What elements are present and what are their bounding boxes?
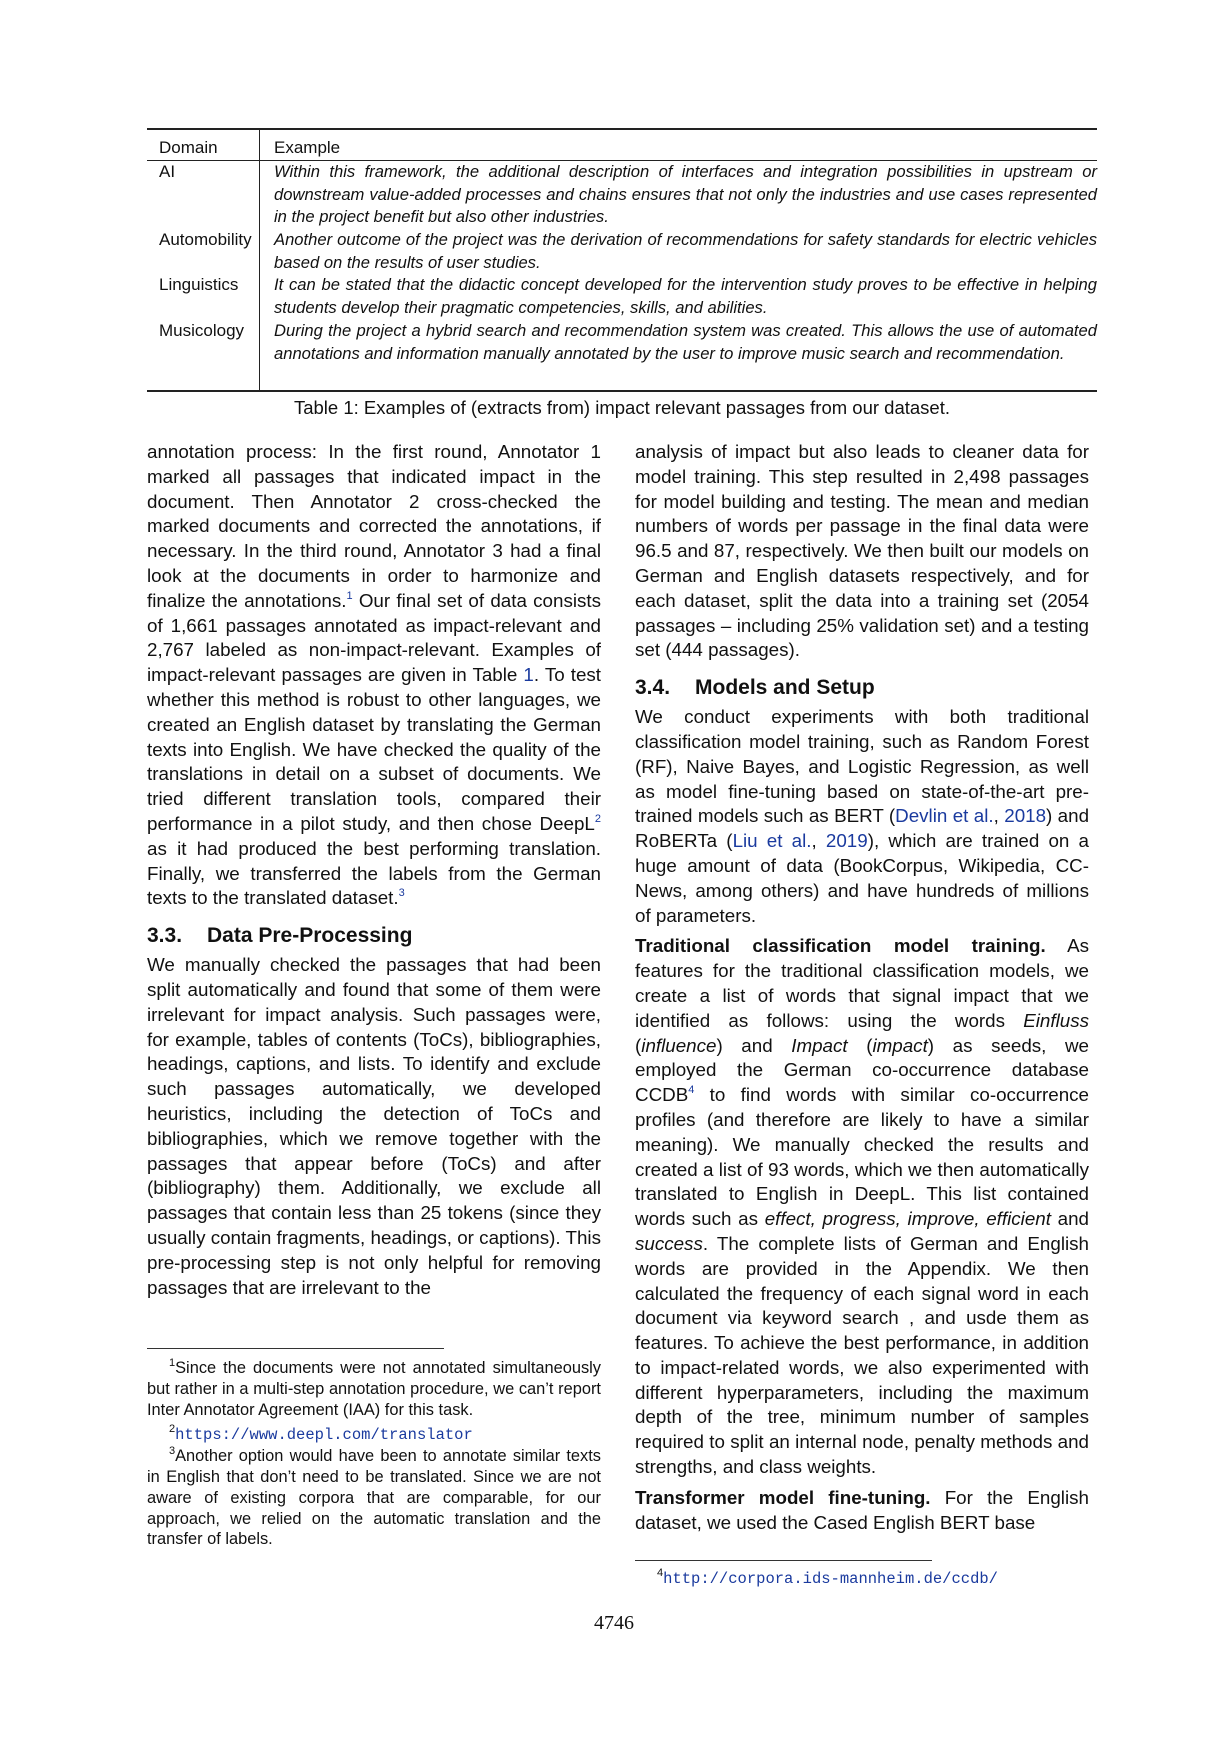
citation-liu-year[interactable]: 2019	[825, 830, 868, 852]
citation-devlin[interactable]: Devlin et al.	[895, 805, 994, 827]
table-column-divider	[259, 128, 260, 390]
table-header-example: Example	[274, 138, 341, 157]
paragraph-annotation-process: annotation process: In the first round, Annotator 1 marked all passages that indicated impact in the document. Then Annotator 2 cross-checked the marked documents and corrected the annotations, if necessary. In the third round, Annotator 3 had a final look at the documents in order to harmonize and finalize the annotations.$^1$ Our final set of data consists of 1,661 passages annotated as impact-relevant and 2,767 labeled as non-impact-relevant. Examples of impact-relevant passages are given in Table 1. To test whether this method is robust to other languages, we created an English dataset by translating the German texts into English. We have checked the quality of the translations in detail on a subset of documents. We tried different translation tools, compared their performance in a pilot study, and then chose DeepL$^2$ as it had produced the best performing translation. Finally, we transferred the labels from the German texts to the translated dataset.$^3$	[147, 441, 602, 909]
table-ref-link[interactable]: 1	[523, 664, 534, 686]
table-row-example: Another outcome of the project was the derivation of recommendations for safety standards for electric vehicles based on the results of user studies.	[274, 230, 1097, 272]
table-caption: Table 1: Examples of (extracts from) impact relevant passages from our dataset.	[293, 397, 950, 418]
table-row-example: It can be stated that the didactic concept developed for the intervention study proves to be effective in helping students develop their pragmatic competencies, skills, and abilities.	[274, 275, 1097, 317]
deepl-url-link[interactable]: https://www.deepl.com/translator	[175, 1426, 473, 1445]
table-row-domain: AI	[159, 162, 176, 181]
footnote-rule-right	[635, 1560, 932, 1561]
footnote-2: $^2$https://www.deepl.com/translator	[169, 1422, 473, 1445]
right-column	[635, 440, 1089, 1535]
footnote-ref-3[interactable]: 3	[398, 887, 405, 900]
table-row-domain: Musicology	[159, 321, 245, 340]
section-heading-3-3: 3.3. Data Pre-Processing	[147, 924, 413, 948]
table-row-domain: Linguistics	[159, 275, 239, 294]
page-number: 4746	[594, 1612, 634, 1634]
ccdb-url-link[interactable]: http://corpora.ids-mannheim.de/ccdb/	[663, 1570, 998, 1588]
paragraph-pre-processing: We manually checked the passages that had been split automatically and found that some of them were irrelevant for impact analysis. Such passages were, for example, tables of contents (ToCs), bibliographies, headings, captions, and lists. To identify and exclude such passages automatically, we developed heuristics, including the detection of ToCs and bibliographies, which we remove together with the passages that appear before (ToCs) and after (bibliography) them. Additionally, we exclude all passages that contain less than 25 tokens (since they usually contain fragments, headings, or captions). This pre-processing step is not only helpful for removing passages that are irrelevant to the	[147, 954, 601, 1298]
citation-devlin-year[interactable]: 2018	[1004, 805, 1047, 827]
table-row-example: Within this framework, the additional description of interfaces and integration possibilities in upstream or downstream value-added processes and chains ensures that not only the industries and use cases represented in the project benefit but also other industries.	[274, 162, 1097, 226]
footnote-1: $^1$Since the documents were not annotated simultaneously but rather in a multi-step annotation procedure, we can’t report Inter Annotator Agreement (IAA) for this task.	[147, 1356, 601, 1419]
paragraph-analysis-continued: analysis of impact but also leads to cleaner data for model training. This step resulted in 2,498 passages for model building and testing. The mean and median numbers of words per passage in the final data were 96.5 and 87, respectively. We then built our models on German and English datasets respectively, and for each dataset, split the data into a training set (2054 passages – including 25% validation set) and a testing set (444 passages).	[635, 441, 1089, 661]
left-column	[147, 440, 601, 1300]
footnote-3: $^3$Another option would have been to annotate similar texts in English that don’t need to be translated. Since we are not aware of existing corpora that are comparable, for our approach, we relied on the automatic translation and the transfer of labels.	[147, 1444, 601, 1549]
footnotes-right	[635, 1568, 1089, 1590]
footnote-4: $^4$http://corpora.ids-mannheim.de/ccdb/	[657, 1566, 998, 1588]
footnotes-left	[147, 1358, 601, 1550]
table-header-domain: Domain	[159, 138, 218, 157]
footnote-ref-1[interactable]: 1	[346, 589, 353, 602]
paragraph-title-traditional: Traditional classification model training.	[635, 935, 1046, 957]
footnote-rule-left	[147, 1348, 444, 1349]
footnote-ref-2[interactable]: 2	[594, 812, 601, 825]
paragraph-traditional-models: Traditional classification model training. As features for the traditional classification models, we create a list of words that signal impact that we identified as follows: using the words Einfluss (influence) and Impact (impact) as seeds, we employed the German co-occurrence database CCDB$^4$ to find words with similar co-occurrence profiles (and therefore are likely to have a similar meaning). We manually checked the results and created a list of 93 words, which we then automatically translated to English in DeepL. This list contained words such as effect, progress, improve, efficient and success. The complete lists of German and English words are provided in the Appendix. We then calculated the frequency of each signal word in each document via keyword search , and usde them as features. To achieve the best performance, in addition to impact-related words, we also experimented with different hyperparameters, including the maximum depth of the tree, minimum number of samples required to split an internal node, penalty methods and strengths, and class weights.	[635, 935, 1090, 1478]
table-bottom-rule	[147, 390, 1097, 392]
table-row-example: During the project a hybrid search and recommendation system was created. This allows the use of automated annotations and information manually annotated by the user to improve music search and recommendation.	[274, 321, 1097, 363]
table-top-rule	[147, 128, 1097, 130]
section-heading-3-4: 3.4. Models and Setup	[635, 676, 875, 700]
paragraph-transformer: Transformer model fine-tuning. For the English dataset, we used the Cased English BERT base	[635, 1486, 1089, 1533]
citation-liu[interactable]: Liu et al.	[732, 830, 812, 852]
paragraph-models-setup: We conduct experiments with both traditional classification model training, such as Random Forest (RF), Naive Bayes, and Logistic Regression, as well as model fine-tuning based on state-of-the-art pre-trained models such as BERT (Devlin et al., 2018) and RoBERTa (Liu et al., 2019), which are trained on a huge amount of data (BookCorpus, Wikipedia, CC-News, among others) and have hundreds of millions of parameters.	[635, 706, 1090, 926]
paragraph-title-transformer: Transformer model fine-tuning.	[635, 1486, 931, 1508]
table-row-domain: Automobility	[159, 230, 252, 249]
footnote-ref-4[interactable]: 4	[688, 1083, 695, 1096]
